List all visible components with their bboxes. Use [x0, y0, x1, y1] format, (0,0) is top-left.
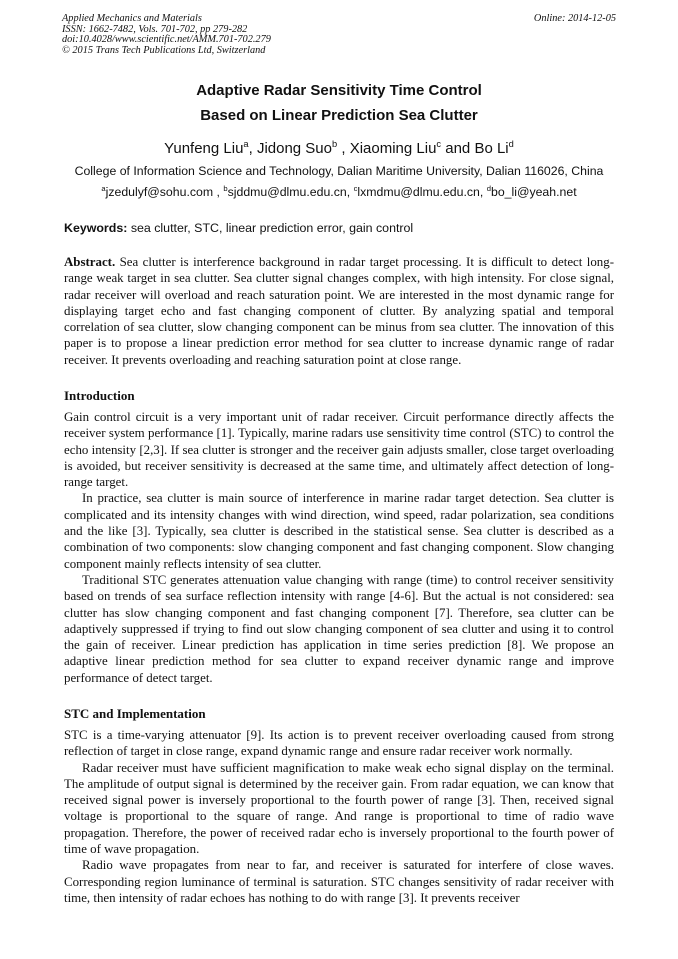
- affiliation: College of Information Science and Technology, Dalian Maritime University, Dalian 116026, China: [74, 164, 604, 178]
- author: Xiaoming Liu$^c$ and: [349, 139, 475, 157]
- section-heading-introduction: Introduction: [64, 388, 135, 403]
- paragraph: STC is a time-varying attenuator [9]. Its action is to prevent receiver overloading caused from strong reflection of target in close range, expand dynamic range and ensure radar receiver work normally.: [64, 728, 614, 759]
- author: Jidong Suo$^b$ ,: [256, 139, 350, 157]
- stc-body: [64, 727, 614, 906]
- abstract: [64, 254, 614, 368]
- author-list: [0, 140, 678, 157]
- abstract-text: Sea clutter is interference background in radar target processing. It is difficult to detect long-range weak target in sea clutter. Sea clutter signal changes complex, with high intensity. For close signal, radar receiver will overload and reach saturation point. We are interested in the most dynamic range for displaying target echo and fast changing component of clutter. By analyzing spatial and temporal correlation of sea clutter, slow changing component can be minus from sea clutter. The innovation of this paper is to propose a linear prediction error method for sea clutter to increase dynamic range of radar receiver. It prevents overloading and reaching saturation point at close range.: [64, 255, 614, 367]
- paragraph: Gain control circuit is a very important unit of radar receiver. Circuit performance directly affects the receiver system performance [1]. Typically, marine radars use sensitivity time control (STC) to control the echo intensity [2,3]. If sea clutter is stronger and the receiver gain adjusts smaller, close target overloading is avoided, but receiver sensitivity is decreased at the same time, and ultimately affect detection of long-range target.: [64, 410, 614, 490]
- introduction-body: [64, 409, 614, 686]
- email[interactable]: $^d$bo_li@yeah.net: [486, 183, 577, 199]
- keywords-label: Keywords:: [64, 221, 128, 235]
- paragraph: Traditional STC generates attenuation value changing with range (time) to control receiver sensitivity based on trends of sea surface reflection intensity with range [4-6]. But the actual is not considered: sea clutter has slow changing component and fast changing component [7]. Therefore, sea clutter can be adaptively suppressed if trying to find out slow changing component of sea clutter and using it to control the gain of receiver. Linear prediction has application in time series prediction [8]. We propose an adaptive linear prediction method for sea clutter to expand receiver dynamic range and improve performance of detect target.: [64, 572, 614, 685]
- email[interactable]: $^c$lxmdmu@dlmu.edu.cn: [353, 183, 480, 199]
- paragraph: Radio wave propagates from near to far, and receiver is saturated for interfere of close waves. Corresponding region luminance of terminal is saturation. STC changes sensitivity of radar receiver with time, then intensity of radar echoes has nothing to do with range [3]. It prevents receiver: [64, 858, 614, 905]
- author: Yunfeng Liu$^a$,: [164, 139, 257, 157]
- email[interactable]: $^b$sjddmu@dlmu.edu.cn: [223, 183, 347, 199]
- email[interactable]: $^a$jzedulyf@sohu.com: [101, 183, 214, 199]
- paper-title-line-2: Based on Linear Prediction Sea Clutter: [200, 107, 478, 124]
- paragraph: Radar receiver must have sufficient magnification to make weak echo signal display on the terminal. The amplitude of output signal is determined by the receiver gain. From radar equation, we can know that received signal power is inversely proportional to the fourth power of range [3]. Then, received signal voltage is proportional to the square of range. And range is proportional to time of radio wave propagation. Therefore, the power of received radar echo is inversely proportional to the fourth power of time of wave propagation.: [64, 760, 614, 857]
- paper-title-line-1: Adaptive Radar Sensitivity Time Control: [196, 82, 482, 99]
- abstract-label: Abstract.: [64, 255, 116, 269]
- keywords-text: sea clutter, STC, linear prediction error, gain control: [130, 221, 414, 235]
- section-heading-stc: STC and Implementation: [64, 706, 206, 721]
- keywords: [64, 221, 413, 235]
- author: Bo Li$^d$: [474, 139, 514, 157]
- online-date: Online: 2014-12-05: [533, 13, 616, 24]
- issn-line: ISSN: 1662-7482, Vols. 701-702, pp 279-282: [62, 23, 248, 35]
- copyright-line: © 2015 Trans Tech Publications Ltd, Switzerland: [62, 44, 266, 56]
- doi-line: doi:10.4028/www.scientific.net/AMM.701-702.279: [62, 34, 271, 46]
- journal-header: [62, 14, 616, 56]
- journal-name: Applied Mechanics and Materials: [62, 13, 202, 24]
- paragraph: In practice, sea clutter is main source of interference in marine radar target detection. Sea clutter is complicated and its intensity changes with wind direction, wind speed, radar polarization, sea conditions and the like [3]. Typically, sea clutter is described in the statistical sense. Sea clutter is described as a combination of two components: slow changing component and fast changing component. Slow changing component mainly reflects intensity of sea clutter.: [64, 491, 614, 571]
- email-list: $^a$jzedulyf@sohu.com , $^b$sjddmu@dlmu.edu.cn, $^c$lxmdmu@dlmu.edu.cn, $^d$bo_li@yeah.net: [101, 183, 577, 199]
